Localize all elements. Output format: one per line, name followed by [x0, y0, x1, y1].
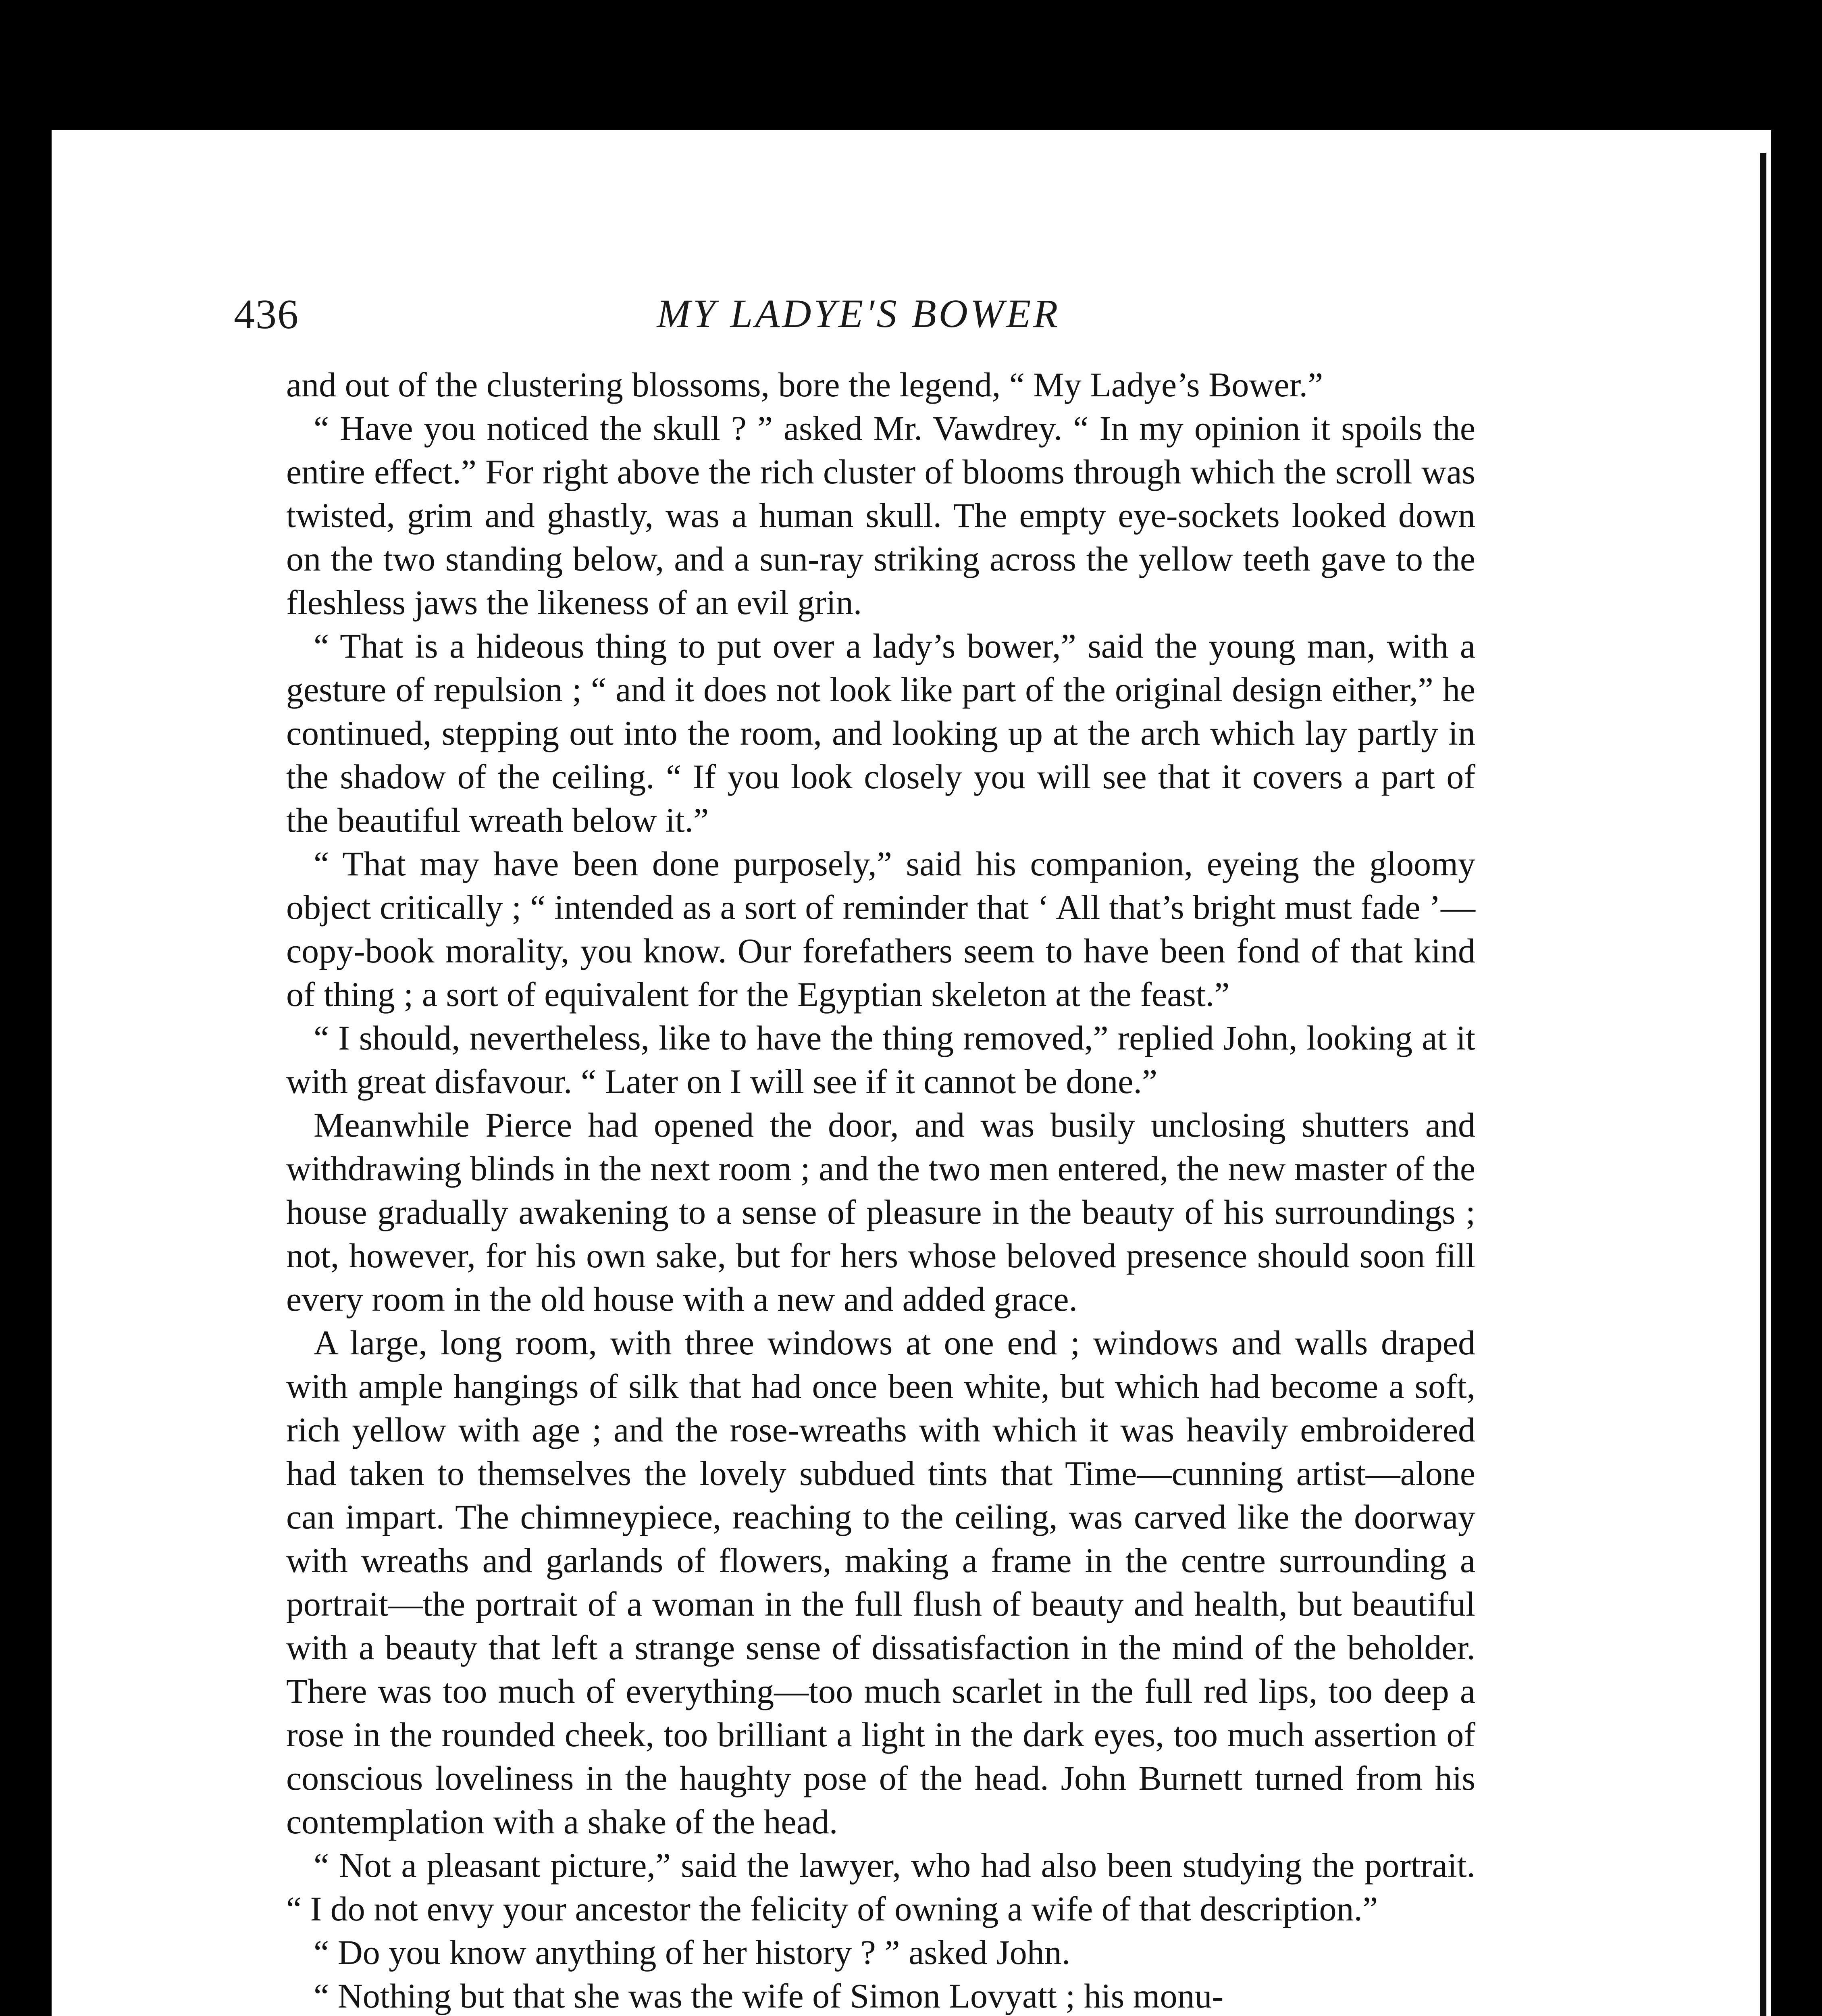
paragraph: “ Do you know anything of her history ? ” asked John.: [314, 1933, 1071, 1972]
paragraph: and out of the clustering blossoms, bore the legend, “ My Ladye’s Bower.”: [286, 365, 1323, 404]
page-edge-shadow: [1760, 153, 1766, 2016]
body-text: [286, 363, 1475, 2016]
page-header: [234, 290, 1483, 355]
paragraph: “ Nothing but that she was the wife of Simon Lovyatt ; his monu-: [314, 1976, 1224, 2015]
paragraph: “ I should, nevertheless, like to have the thing removed,” replied John, looking at it with great disfavour. “ Later on I will see if it cannot be done.”: [286, 1018, 1475, 1101]
paragraph: Meanwhile Pierce had opened the door, and was busily unclosing shutters and withdrawing blinds in the next room ; and the two men entered, the new master of the house gradually awakening to a sense of pleasure in the beauty of his surroundings ; not, however, for his own sake, but for hers whose beloved presence should soon fill every room in the old house with a new and added grace.: [286, 1106, 1475, 1318]
paragraph: A large, long room, with three windows at one end ; windows and walls draped with ample hangings of silk that had once been white, but which had become a soft, rich yellow with age ; and the rose-wreaths with which it was heavily embroidered had taken to themselves the lovely subdued tints that Time—cunning artist—alone can impart. The chimneypiece, reaching to the ceiling, was carved like the doorway with wreaths and garlands of flowers, making a frame in the centre surrounding a portrait—the portrait of a woman in the full flush of beauty and health, but beautiful with a beauty that left a strange sense of dissatisfaction in the mind of the beholder. There was too much of everything—too much scarlet in the full red lips, too deep a rose in the rounded cheek, too brilliant a light in the dark eyes, too much assertion of conscious loveliness in the haughty pose of the head. John Burnett turned from his contemplation with a shake of the head.: [286, 1323, 1475, 1841]
paragraph: “ Not a pleasant picture,” said the lawyer, who had also been studying the portrait. “ I do not envy your ancestor the felicity of owning a wife of that description.”: [286, 1846, 1475, 1928]
paragraph: “ That is a hideous thing to put over a lady’s bower,” said the young man, with a gesture of repulsion ; “ and it does not look like part of the original design either,” he continued, stepping out into the room, and looking up at the arch which lay partly in the shadow of the ceiling. “ If you look closely you will see that it covers a part of the beautiful wreath below it.”: [286, 627, 1475, 839]
paragraph: “ That may have been done purposely,” said his companion, eyeing the gloomy object critically ; “ intended as a sort of reminder that ‘ All that’s bright must fade ’—copy-book morality, you know. Our forefathers seem to have been fond of that kind of thing ; a sort of equivalent for the Egyptian skeleton at the feast.”: [286, 844, 1475, 1014]
page-number: 436: [234, 291, 299, 337]
running-title: MY LADYE'S BOWER: [657, 291, 1061, 336]
paragraph: “ Have you noticed the skull ? ” asked Mr. Vawdrey. “ In my opinion it spoils the entire effect.” For right above the rich cluster of blooms through which the scroll was twisted, grim and ghastly, was a human skull. The empty eye-sockets looked down on the two standing below, and a sun-ray striking across the yellow teeth gave to the fleshless jaws the likeness of an evil grin.: [286, 409, 1475, 622]
